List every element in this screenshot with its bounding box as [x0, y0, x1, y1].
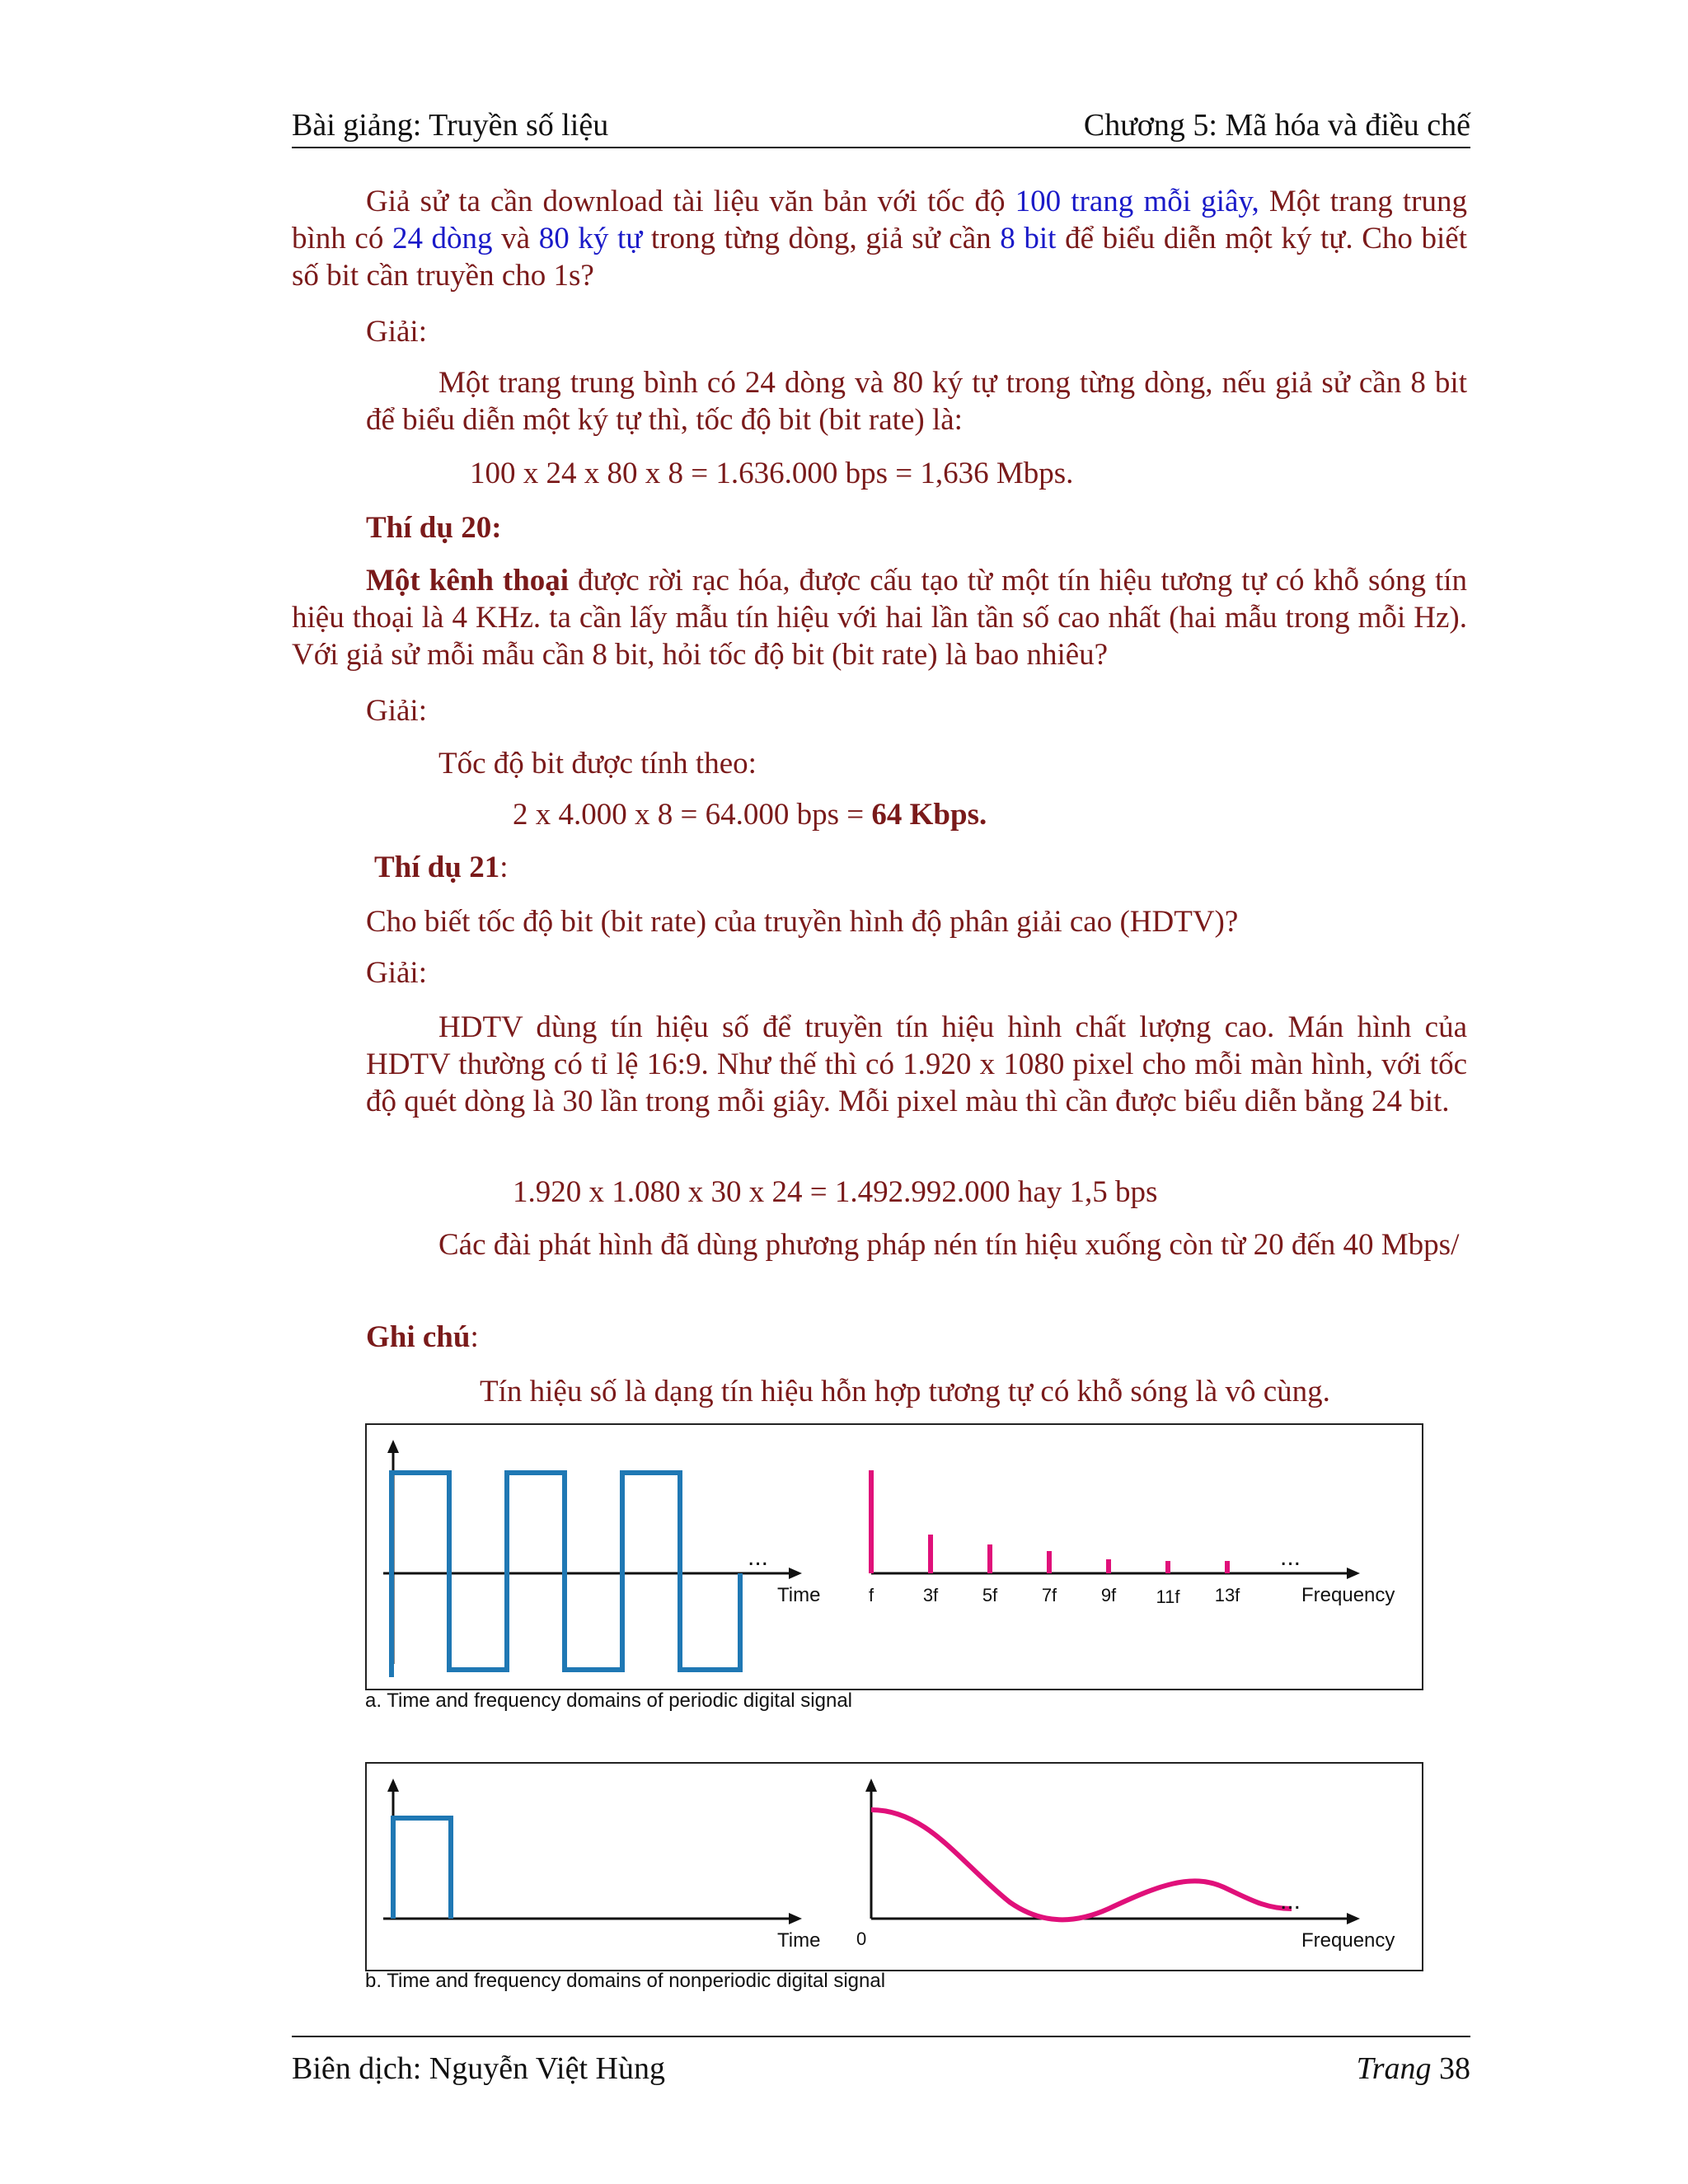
intro-text-1: Giả sử ta cần download tài liệu văn bản với tốc độ [366, 185, 1015, 218]
footer-page-word: Trang [1356, 2051, 1432, 2086]
example-20-solution-text: Tốc độ bit được tính theo: [438, 747, 757, 780]
figure-a-diagram [367, 1425, 1422, 1689]
example-20-solution-label: Giải: [366, 694, 427, 728]
header-chapter-title: Chương 5: Mã hóa và điều chế [1083, 108, 1470, 143]
solution-label: Giải: [366, 315, 427, 349]
intro-highlight-lines: 24 dòng [392, 222, 493, 255]
example-20-text [292, 562, 1467, 673]
freq-y-arrow-icon [865, 1779, 877, 1792]
time-ellipsis: ... [748, 1544, 769, 1571]
intro-highlight-bits: 8 bit [1000, 222, 1057, 255]
harmonic-labels [869, 1585, 1240, 1607]
example-20-formula-text: 2 x 4.000 x 8 = 64.000 bps = [513, 798, 872, 832]
time-y-arrow-icon [387, 1440, 399, 1453]
header-course-title: Bài giảng: Truyền số liệu [292, 108, 609, 143]
footer-translator: Biên dịch: Nguyễn Việt Hùng [292, 2051, 665, 2086]
example-20-body: được rời rạc hóa, được cấu tạo từ một tín hiệu tương tự có khỗ sóng tín hiệu thoại là 4 KHz. ta cần lấy mẫu tín hiệu với hai lần tần số cao nhất (hai mẫu trong mỗi Hz). Với giả sử mỗi mẫu cần 8 bit, hỏi tốc độ bit (bit rate) là bao nhiêu? [292, 564, 1468, 672]
page-footer [292, 2036, 1470, 2087]
solution-text: Một trang trung bình có 24 dòng và 80 ký tự trong từng dòng, nếu giả sử cần 8 bit để biểu diễn một ký tự thì, tốc độ bit (bit rate) là: [366, 366, 1467, 437]
note-text: Tín hiệu số là dạng tín hiệu hỗn hợp tương tự có khỗ sóng là vô cùng. [480, 1375, 1330, 1408]
footer-page-num: 38 [1439, 2051, 1470, 2086]
intro-text-2: Một trang trung bình có [292, 185, 1467, 255]
spectrum-lines [871, 1470, 1227, 1573]
note-colon: : [470, 1320, 479, 1354]
example-20-formula [513, 796, 987, 833]
solution-formula: 100 x 24 x 80 x 8 = 1.636.000 bps = 1,636 Mbps. [470, 457, 1074, 490]
intro-text-4: trong từng dòng, giả sử cần [642, 222, 1001, 255]
harmonic-label-7f: 7f [1041, 1585, 1057, 1605]
freq-ellipsis: ... [1280, 1887, 1301, 1915]
freq-x-arrow-icon [1347, 1568, 1360, 1579]
figure-b-diagram [367, 1764, 1422, 1970]
freq-ellipsis: ... [1280, 1544, 1301, 1571]
harmonic-label-9f: 9f [1100, 1585, 1117, 1605]
continuous-spectrum-curve [871, 1810, 1292, 1919]
figure-b-caption: b. Time and frequency domains of nonperiodic digital signal [365, 1970, 886, 1992]
time-axis-label: Time [777, 1929, 821, 1952]
example-20-lead: Một kênh thoại [366, 564, 570, 598]
example-21-solution-text: HDTV dùng tín hiệu số để truyền tín hiệu hình chất lượng cao. Mán hình của HDTV thường có tỉ lệ 16:9. Như thế thì có 1.920 x 1080 pixel cho mỗi màn hình, với tốc độ quét dòng là 30 lần trong mỗi giây. Mỗi pixel màu thì cần được biểu diễn bằng 24 bit. [366, 1010, 1467, 1118]
example-21-solution-label: Giải: [366, 956, 427, 990]
freq-axis-label: Frequency [1301, 1929, 1395, 1952]
example-21-question: Cho biết tốc độ bit (bit rate) của truyền hình độ phân giải cao (HDTV)? [366, 905, 1239, 939]
intro-highlight-chars: 80 ký tự [538, 222, 643, 255]
figure-a-caption: a. Time and frequency domains of periodic digital signal [365, 1690, 852, 1712]
example-21-colon: : [499, 851, 509, 884]
example-20-result: 64 Kbps. [871, 798, 987, 832]
example-21-title [374, 849, 508, 886]
harmonic-label-3f: 3f [922, 1585, 939, 1605]
figure-a-frame [365, 1423, 1423, 1690]
harmonic-label-f: f [868, 1585, 874, 1605]
footer-page-number [1357, 2050, 1470, 2087]
time-y-arrow-icon [387, 1779, 399, 1792]
nonperiodic-pulse [393, 1818, 451, 1919]
intro-highlight-pages: 100 trang mỗi giây, [1015, 185, 1259, 218]
time-x-arrow-icon [789, 1568, 802, 1579]
intro-text-3: và [492, 222, 539, 255]
harmonic-label-5f: 5f [982, 1585, 998, 1605]
example-21-title-text: Thí dụ 21 [374, 851, 500, 884]
time-axis-label: Time [777, 1584, 821, 1606]
time-x-arrow-icon [789, 1913, 802, 1924]
example-20-title: Thí dụ 20: [366, 511, 502, 545]
figure-b-frame [365, 1762, 1423, 1971]
intro-text-5: để biểu diễn một ký tự. Cho biết số bit cần truyền cho 1s? [292, 222, 1467, 293]
page-header [292, 102, 1470, 148]
freq-x-arrow-icon [1347, 1913, 1360, 1924]
example-21-formula: 1.920 x 1.080 x 30 x 24 = 1.492.992.000 hay 1,5 bps [513, 1175, 1158, 1209]
note-title-text: Ghi chú [366, 1320, 471, 1354]
freq-origin-label: 0 [856, 1929, 867, 1949]
example-21-note-text: Các đài phát hình đã dùng phương pháp nén tín hiệu xuống còn từ 20 đến 40 Mbps/ [438, 1228, 1460, 1262]
note-title [366, 1319, 479, 1356]
harmonic-label-13f: 13f [1214, 1585, 1240, 1605]
periodic-square-wave [392, 1473, 740, 1677]
freq-axis-label: Frequency [1301, 1584, 1395, 1606]
harmonic-label-11f: 11f [1156, 1586, 1180, 1607]
intro-paragraph [292, 183, 1467, 294]
